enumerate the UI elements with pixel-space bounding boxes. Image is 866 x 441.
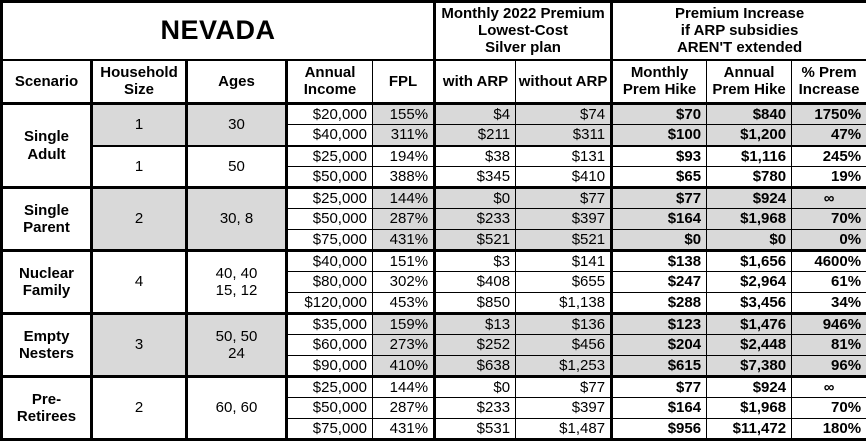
monthly-prem-hike-cell: $123 [612,314,707,335]
annual-income-cell: $35,000 [287,314,373,335]
monthly-prem-hike-cell: $288 [612,293,707,314]
annual-prem-hike-cell: $11,472 [707,419,792,440]
without-arp-cell: $410 [516,167,612,188]
annual-prem-hike-cell: $0 [707,230,792,251]
annual-income-cell: $20,000 [287,104,373,125]
annual-prem-hike-cell: $1,200 [707,125,792,146]
pct-prem-increase-cell: 61% [792,272,866,293]
without-arp-cell: $397 [516,398,612,419]
annual-prem-hike-cell: $2,448 [707,335,792,356]
monthly-prem-hike-cell: $164 [612,398,707,419]
table-row [2,188,866,209]
ages-cell: 30, 8 [187,188,287,251]
annual-prem-hike-cell: $780 [707,167,792,188]
monthly-prem-hike-cell: $956 [612,419,707,440]
table-row [2,146,866,167]
ages-cell: 50 [187,146,287,188]
fpl-cell: 410% [373,356,435,377]
fpl-cell: 431% [373,230,435,251]
with-arp-cell: $13 [435,314,516,335]
ages-cell: 50, 50 24 [187,314,287,377]
pct-prem-increase-cell: 47% [792,125,866,146]
with-arp-cell: $0 [435,377,516,398]
household-size-cell: 1 [92,104,187,146]
column-header-row [2,60,866,104]
annual-prem-hike-cell: $1,116 [707,146,792,167]
annual-prem-hike-cell: $1,476 [707,314,792,335]
monthly-prem-hike-cell: $615 [612,356,707,377]
annual-prem-hike-cell: $3,456 [707,293,792,314]
table-row [2,251,866,272]
col-header-pct-prem-increase: % Prem Increase [792,60,866,104]
with-arp-cell: $521 [435,230,516,251]
fpl-cell: 302% [373,272,435,293]
pct-prem-increase-cell: 946% [792,314,866,335]
without-arp-cell: $1,253 [516,356,612,377]
fpl-cell: 453% [373,293,435,314]
fpl-cell: 273% [373,335,435,356]
monthly-prem-hike-cell: $77 [612,188,707,209]
ages-cell: 60, 60 [187,377,287,440]
fpl-cell: 155% [373,104,435,125]
col-header-fpl: FPL [373,60,435,104]
increase-section-header: Premium Increase if ARP subsidies AREN'T extended [612,2,866,60]
pct-prem-increase-cell: 70% [792,209,866,230]
with-arp-cell: $0 [435,188,516,209]
table-row [2,104,866,125]
annual-prem-hike-cell: $924 [707,377,792,398]
table-row [2,377,866,398]
ages-cell: 40, 40 15, 12 [187,251,287,314]
household-size-cell: 2 [92,188,187,251]
with-arp-cell: $3 [435,251,516,272]
scenario-cell: Pre- Retirees [2,377,92,440]
col-header-with-arp: with ARP [435,60,516,104]
without-arp-cell: $136 [516,314,612,335]
annual-income-cell: $120,000 [287,293,373,314]
without-arp-cell: $311 [516,125,612,146]
monthly-prem-hike-cell: $247 [612,272,707,293]
annual-income-cell: $40,000 [287,251,373,272]
without-arp-cell: $1,138 [516,293,612,314]
fpl-cell: 194% [373,146,435,167]
scenario-cell: Single Parent [2,188,92,251]
fpl-cell: 388% [373,167,435,188]
col-header-without-arp: without ARP [516,60,612,104]
household-size-cell: 2 [92,377,187,440]
pct-prem-increase-cell: 1750% [792,104,866,125]
annual-income-cell: $75,000 [287,419,373,440]
annual-prem-hike-cell: $1,656 [707,251,792,272]
with-arp-cell: $4 [435,104,516,125]
annual-prem-hike-cell: $7,380 [707,356,792,377]
pct-prem-increase-cell: 0% [792,230,866,251]
pct-prem-increase-cell: 180% [792,419,866,440]
fpl-cell: 144% [373,188,435,209]
pct-prem-increase-cell: 81% [792,335,866,356]
state-title: NEVADA [2,2,435,60]
col-header-scenario: Scenario [2,60,92,104]
without-arp-cell: $131 [516,146,612,167]
pct-prem-increase-cell: ∞ [792,377,866,398]
fpl-cell: 311% [373,125,435,146]
without-arp-cell: $1,487 [516,419,612,440]
fpl-cell: 287% [373,209,435,230]
monthly-prem-hike-cell: $100 [612,125,707,146]
fpl-cell: 159% [373,314,435,335]
pct-prem-increase-cell: 19% [792,167,866,188]
title-row [2,2,866,60]
col-header-annual-income: Annual Income [287,60,373,104]
table-body [2,104,866,440]
without-arp-cell: $456 [516,335,612,356]
without-arp-cell: $77 [516,188,612,209]
with-arp-cell: $211 [435,125,516,146]
household-size-cell: 4 [92,251,187,314]
without-arp-cell: $397 [516,209,612,230]
without-arp-cell: $655 [516,272,612,293]
with-arp-cell: $531 [435,419,516,440]
pct-prem-increase-cell: 245% [792,146,866,167]
with-arp-cell: $638 [435,356,516,377]
annual-prem-hike-cell: $1,968 [707,398,792,419]
pct-prem-increase-cell: 70% [792,398,866,419]
col-header-monthly-prem-hike: Monthly Prem Hike [612,60,707,104]
with-arp-cell: $345 [435,167,516,188]
pct-prem-increase-cell: 4600% [792,251,866,272]
scenario-cell: Empty Nesters [2,314,92,377]
premium-section-header: Monthly 2022 Premium Lowest-Cost Silver plan [435,2,612,60]
pct-prem-increase-cell: 34% [792,293,866,314]
annual-income-cell: $50,000 [287,209,373,230]
with-arp-cell: $408 [435,272,516,293]
without-arp-cell: $77 [516,377,612,398]
annual-prem-hike-cell: $924 [707,188,792,209]
monthly-prem-hike-cell: $93 [612,146,707,167]
table-row [2,314,866,335]
fpl-cell: 287% [373,398,435,419]
with-arp-cell: $233 [435,398,516,419]
monthly-prem-hike-cell: $204 [612,335,707,356]
annual-income-cell: $75,000 [287,230,373,251]
col-header-annual-prem-hike: Annual Prem Hike [707,60,792,104]
monthly-prem-hike-cell: $70 [612,104,707,125]
col-header-ages: Ages [187,60,287,104]
monthly-prem-hike-cell: $77 [612,377,707,398]
without-arp-cell: $521 [516,230,612,251]
scenario-cell: Nuclear Family [2,251,92,314]
annual-income-cell: $25,000 [287,188,373,209]
with-arp-cell: $38 [435,146,516,167]
pct-prem-increase-cell: ∞ [792,188,866,209]
annual-income-cell: $60,000 [287,335,373,356]
household-size-cell: 1 [92,146,187,188]
monthly-prem-hike-cell: $138 [612,251,707,272]
fpl-cell: 431% [373,419,435,440]
with-arp-cell: $252 [435,335,516,356]
annual-prem-hike-cell: $2,964 [707,272,792,293]
fpl-cell: 151% [373,251,435,272]
monthly-prem-hike-cell: $65 [612,167,707,188]
with-arp-cell: $850 [435,293,516,314]
scenario-cell: Single Adult [2,104,92,188]
annual-income-cell: $50,000 [287,398,373,419]
without-arp-cell: $141 [516,251,612,272]
annual-income-cell: $80,000 [287,272,373,293]
household-size-cell: 3 [92,314,187,377]
monthly-prem-hike-cell: $164 [612,209,707,230]
fpl-cell: 144% [373,377,435,398]
annual-income-cell: $25,000 [287,146,373,167]
with-arp-cell: $233 [435,209,516,230]
monthly-prem-hike-cell: $0 [612,230,707,251]
annual-prem-hike-cell: $840 [707,104,792,125]
without-arp-cell: $74 [516,104,612,125]
annual-income-cell: $25,000 [287,377,373,398]
ages-cell: 30 [187,104,287,146]
annual-income-cell: $90,000 [287,356,373,377]
annual-income-cell: $50,000 [287,167,373,188]
col-header-household-size: Household Size [92,60,187,104]
pct-prem-increase-cell: 96% [792,356,866,377]
annual-income-cell: $40,000 [287,125,373,146]
annual-prem-hike-cell: $1,968 [707,209,792,230]
